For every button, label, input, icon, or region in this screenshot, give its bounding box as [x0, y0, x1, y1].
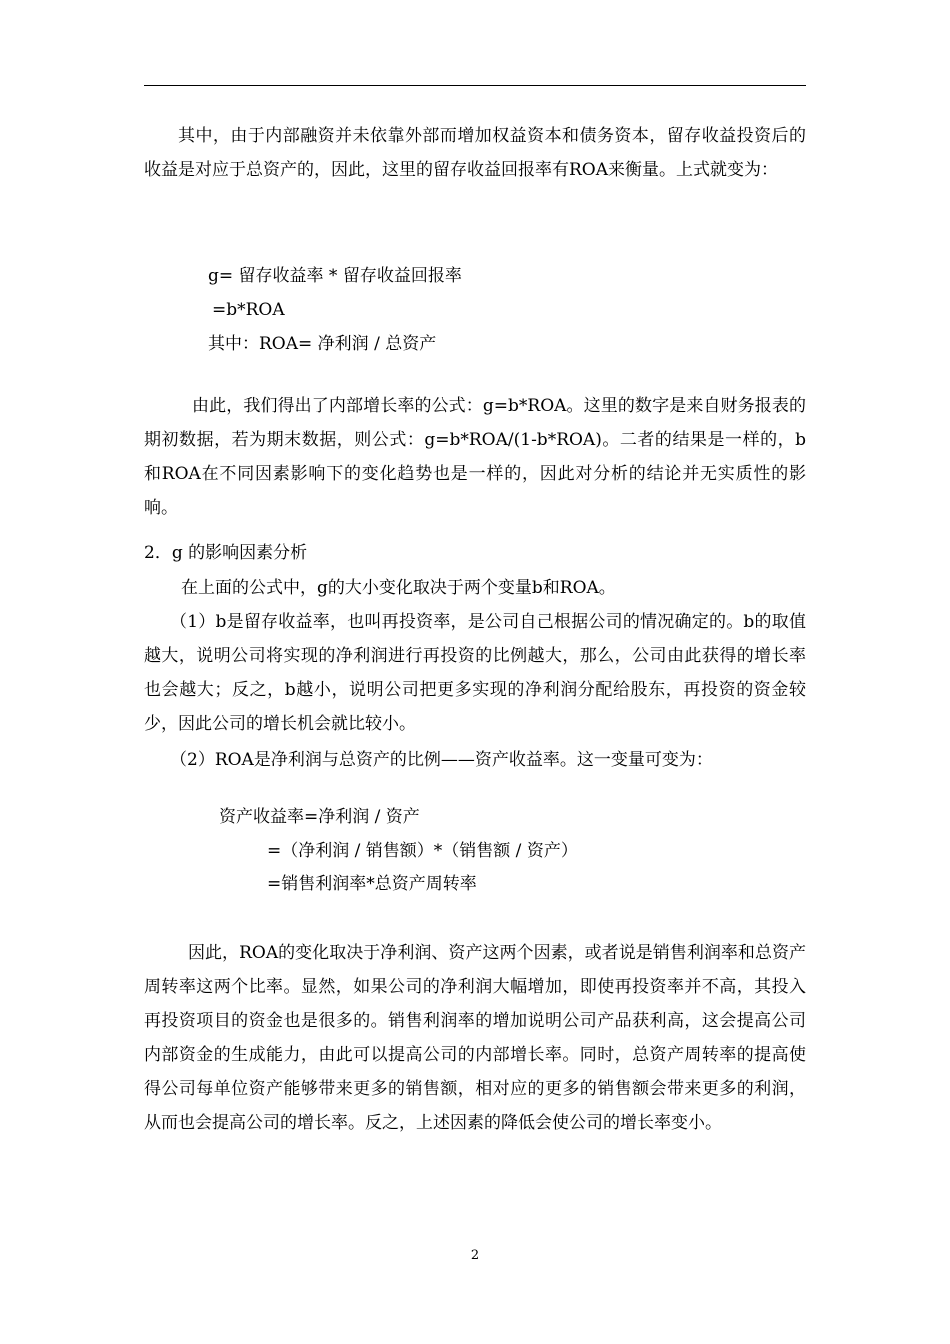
paragraph-roa: （2）ROA是净利润与总资产的比例——资产收益率。这一变量可变为：: [170, 750, 713, 770]
section-heading: 2．g 的影响因素分析: [144, 543, 308, 563]
paragraph-internal-growth-formula: 由此，我们得出了内部增长率的公式：g=b*ROA。这里的数字是来自财务报表的期初数据，若为期末数据，则公式：g=b*ROA/(1-b*ROA)。二者的结果是一样的，b和ROA在不同因素影响下的变化趋势也是一样的，因此对分析的结论并无实质性的影响。: [144, 396, 806, 518]
formula-growth-line-1: g= 留存收益率 * 留存收益回报率: [208, 266, 462, 286]
formula-growth-line-2: =b*ROA: [212, 300, 285, 320]
paragraph-roa-factors: 因此，ROA的变化取决于净利润、资产这两个因素，或者说是销售利润率和总资产周转率这两个比率。显然，如果公司的净利润大幅增加，即使再投资率并不高，其投入再投资项目的资金也是很多的。销售利润率的增加说明公司产品获利高，这会提高公司内部资金的生成能力，由此可以提高公司的内部增长率。同时，总资产周转率的提高使得公司每单位资产能够带来更多的销售额，相对应的更多的销售额会带来更多的利润，从而也会提高公司的增长率。反之，上述因素的降低会使公司的增长率变小。: [144, 943, 806, 1133]
header-rule: [144, 85, 806, 86]
formula-roa-line-1: 资产收益率=净利润 / 资产: [219, 807, 420, 827]
formula-roa-line-2: =（净利润 / 销售额）*（销售额 / 资产）: [267, 841, 578, 861]
formula-growth-line-3: 其中：ROA= 净利润 / 总资产: [208, 334, 437, 354]
paragraph-retention-ratio: （1）b是留存收益率，也叫再投资率，是公司自己根据公司的情况确定的。b的取值越大，说明公司将实现的净利润进行再投资的比例越大，那么，公司由此获得的增长率也会越大；反之，b越小，说明公司把更多实现的净利润分配给股东，再投资的资金较少，因此公司的增长机会就比较小。: [144, 612, 806, 734]
paragraph-retained-earnings: 其中，由于内部融资并未依靠外部而增加权益资本和债务资本，留存收益投资后的收益是对应于总资产的，因此，这里的留存收益回报率有ROA来衡量。上式就变为：: [144, 126, 806, 180]
formula-roa-line-3: =销售利润率*总资产周转率: [267, 874, 477, 894]
paragraph-two-variables: 在上面的公式中，g的大小变化取决于两个变量b和ROA。: [181, 578, 616, 598]
page-number: 2: [470, 1248, 480, 1263]
